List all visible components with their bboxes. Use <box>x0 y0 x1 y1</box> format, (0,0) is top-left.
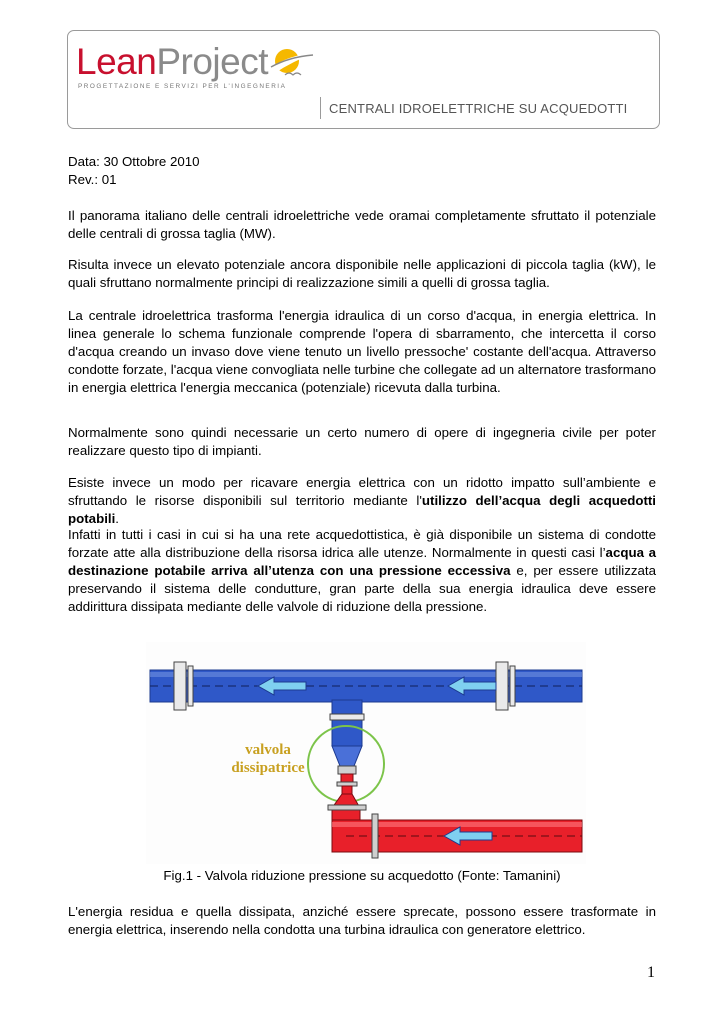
page-number: 1 <box>647 964 655 981</box>
left-flange <box>174 662 193 710</box>
document-date: Data: 30 Ottobre 2010 <box>68 154 200 169</box>
header-divider <box>320 97 321 119</box>
company-logo <box>76 43 268 80</box>
figure-caption: Fig.1 - Valvola riduzione pressione su acquedotto (Fonte: Tamanini) <box>163 868 561 883</box>
logo-project-text: Project <box>156 41 268 82</box>
valve-label-line2: dissipatrice <box>231 760 305 776</box>
paragraph-5-text: Esiste invece un modo per ricavare energia elettrica con un ridotto impatto sull’ambiente e sfruttando le risorse disponibili sul territorio mediante l' <box>68 475 656 508</box>
logo-swoosh-icon <box>267 45 317 79</box>
blue-vertical-pipe <box>332 700 362 746</box>
paragraph-6-end: e, per essere utilizzata preservando il sistema delle condutture, gran parte della sua energia idraulica deve essere addirittura dissipata mediante delle valvole di riduzione della pressione. <box>68 563 657 614</box>
header-box <box>67 30 660 129</box>
paragraph-5-bold: utilizzo dell’acqua degli acquedotti potabili <box>68 493 657 526</box>
document-revision: Rev.: 01 <box>68 172 117 187</box>
document-title: CENTRALI IDROELETTRICHE SU ACQUEDOTTI <box>329 101 628 116</box>
paragraph-6-text: Infatti in tutti i casi in cui si ha una rete acquedottistica, è già disponibile un sistema di condotte forzate atte alla distribuzione della risorsa idrica alle utenze. Normalmente in questi casi l’ <box>68 527 656 560</box>
paragraph-6-bold: acqua a destinazione potabile arriva all’utenza con una pressione eccessiva <box>68 545 656 578</box>
paragraph-1: Il panorama italiano delle centrali idroelettriche vede oramai completamente sfruttato il potenziale delle centrali di grossa taglia (MW). <box>68 208 656 241</box>
paragraph-3: La centrale idroelettrica trasforma l'energia idraulica di un corso d'acqua, in energia elettrica. In linea generale lo schema funzionale comprende l'opera di sbarramento, che intercetta il corso d'acqua creando un invaso dove viene tenuto un livello pressoche' costante dell'acqua. Attraverso condotte forzate, l'acqua viene convogliata nelle turbine che collegate ad un alternatore trasformano in energia elettrica l'energia meccanica (potenziale) ricevuta dalla turbina. <box>68 308 656 395</box>
paragraph-5-end: . <box>115 511 119 526</box>
logo-lean-text: Lean <box>76 41 157 82</box>
paragraph-6 <box>68 526 656 616</box>
paragraph-7: L'energia residua e quella dissipata, anziché essere sprecate, possono essere trasformate in energia elettrica, inserendo nella condotta una turbina idraulica con generatore elettrico. <box>68 904 656 937</box>
valve-label-line1: valvola <box>245 742 291 758</box>
paragraph-4: Normalmente sono quindi necessarie un certo numero di opere di ingegneria civile per poter realizzare questo tipo di impianti. <box>68 425 656 458</box>
paragraph-5 <box>68 474 656 528</box>
right-flange <box>496 662 515 710</box>
pressure-valve-diagram <box>146 642 586 864</box>
logo-tagline: PROGETTAZIONE E SERVIZI PER L'INGEGNERIA <box>78 83 287 90</box>
paragraph-2: Risulta invece un elevato potenziale ancora disponibile nelle applicazioni di piccola taglia (kW), le quali sfruttano normalmente principi di realizzazione simili a quelli di grossa taglia. <box>68 257 656 290</box>
